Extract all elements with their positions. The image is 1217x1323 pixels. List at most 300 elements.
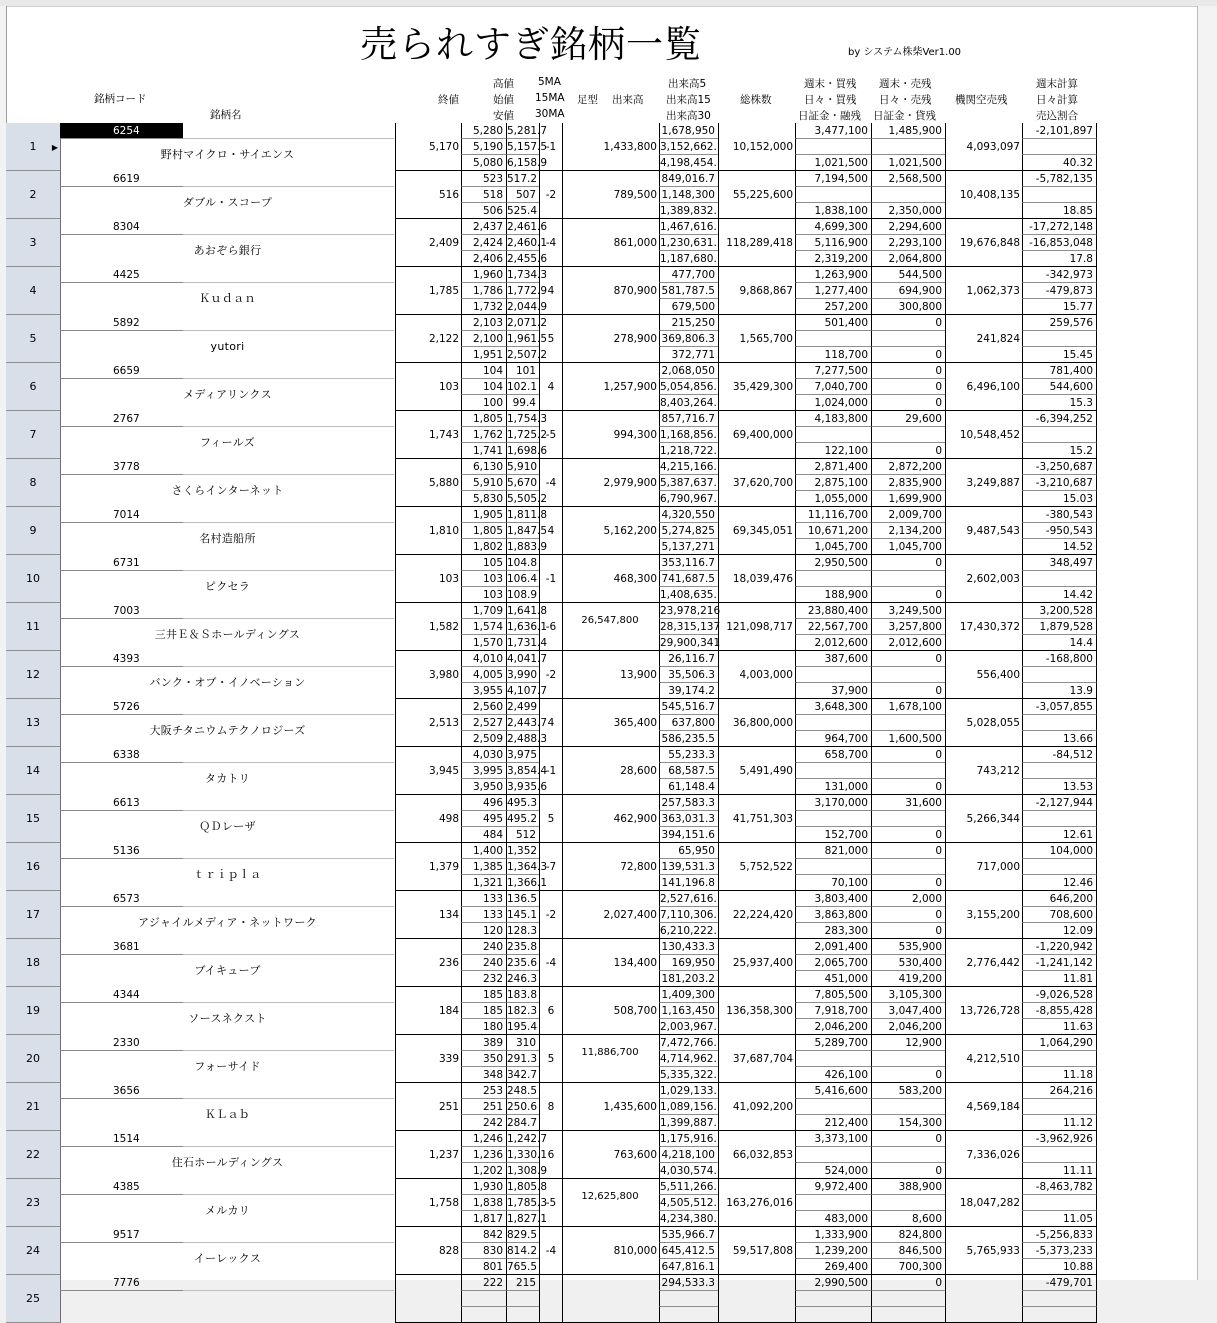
price-cell[interactable]: 3,995 [461, 763, 506, 779]
moving-average-cell[interactable]: 2,461.6 [507, 221, 548, 233]
buy-balance-cell[interactable]: 7,194,500 [795, 171, 871, 187]
moving-average-cell[interactable]: 765.5 [507, 1261, 538, 1273]
buy-balance-cell[interactable]: 122,100 [795, 443, 871, 459]
price-cell[interactable]: 1,905 [461, 507, 506, 523]
stock-code[interactable]: 6573 [60, 891, 183, 907]
stock-name[interactable]: ソースネクスト [188, 1012, 267, 1025]
price-cell[interactable]: 4,005 [461, 667, 506, 683]
volume-average-cell[interactable]: 2,068,050 [659, 363, 718, 379]
calc-cell[interactable]: 3,200,528 [1022, 603, 1097, 619]
moving-average-cell[interactable]: 3,854.4 [507, 765, 548, 777]
stock-code[interactable]: 6619 [60, 171, 183, 187]
stock-name[interactable]: メディアリンクス [183, 388, 272, 401]
sell-balance-cell[interactable]: 1,600,500 [871, 731, 945, 747]
price-cell[interactable]: 242 [461, 1115, 506, 1131]
total-shares[interactable]: 66,032,853 [718, 1131, 795, 1179]
stock-name[interactable] [60, 1291, 395, 1322]
volume[interactable]: 2,979,900 [562, 459, 659, 507]
price-cell[interactable]: 180 [461, 1019, 506, 1035]
calc-cell[interactable] [1022, 571, 1097, 587]
price-cell[interactable]: 120 [461, 923, 506, 939]
sell-balance-cell[interactable]: 846,500 [871, 1243, 945, 1259]
volume[interactable]: 28,600 [562, 747, 659, 795]
moving-average-cell[interactable]: 284.7 [507, 1117, 538, 1129]
volume-average-cell[interactable]: 545,516.7 [659, 699, 718, 715]
buy-balance-cell[interactable]: 212,400 [795, 1115, 871, 1131]
close-price[interactable]: 251 [395, 1083, 461, 1131]
stock-name[interactable]: 三井Ｅ＆Ｓホールディングス [154, 628, 301, 641]
buy-balance-cell[interactable]: 11,116,700 [795, 507, 871, 523]
institutional-short[interactable]: 9,487,543 [945, 507, 1022, 555]
volume-average-cell[interactable]: 294,533.3 [659, 1275, 718, 1291]
institutional-short[interactable]: 13,726,728 [945, 987, 1022, 1035]
sell-balance-cell[interactable]: 0 [871, 683, 945, 699]
sell-balance-cell[interactable]: 2,568,500 [871, 171, 945, 187]
buy-balance-cell[interactable]: 7,805,500 [795, 987, 871, 1003]
buy-balance-cell[interactable]: 3,477,100 [795, 123, 871, 139]
volume-average-cell[interactable]: 7,110,306. [660, 909, 717, 921]
calc-cell[interactable]: 104,000 [1022, 843, 1097, 859]
price-cell[interactable]: 251 [461, 1099, 506, 1115]
calc-cell[interactable]: -950,543 [1022, 523, 1097, 539]
sell-balance-cell[interactable]: 3,047,400 [871, 1003, 945, 1019]
moving-average-cell[interactable]: 1,961.5 [507, 333, 548, 345]
row-header[interactable] [6, 939, 61, 987]
close-price[interactable] [395, 1275, 461, 1323]
buy-balance-cell[interactable]: 387,600 [795, 651, 871, 667]
volume-average-cell[interactable]: 29,900,341 [660, 637, 721, 649]
calc-cell[interactable]: -5,782,135 [1022, 171, 1097, 187]
calc-cell[interactable]: 11.63 [1022, 1019, 1097, 1035]
calc-cell[interactable]: -5,256,833 [1022, 1227, 1097, 1243]
price-cell[interactable]: 4,010 [461, 651, 506, 667]
sell-balance-cell[interactable]: 3,249,500 [871, 603, 945, 619]
foot-type[interactable] [539, 1275, 562, 1323]
calc-cell[interactable]: -3,057,855 [1022, 699, 1097, 715]
price-cell[interactable] [461, 1307, 506, 1323]
sell-balance-cell[interactable]: 535,900 [871, 939, 945, 955]
moving-average-cell[interactable]: 4,041.7 [507, 653, 548, 665]
sell-balance-cell[interactable]: 2,294,600 [871, 219, 945, 235]
calc-cell[interactable]: 1,064,290 [1022, 1035, 1097, 1051]
moving-average-cell[interactable]: 106.4 [507, 573, 538, 585]
volume-average-cell[interactable]: 394,151.6 [659, 827, 718, 843]
calc-cell[interactable] [1022, 1099, 1097, 1115]
sell-balance-cell[interactable]: 2,000 [871, 891, 945, 907]
volume-average-cell[interactable]: 5,387,637. [660, 477, 717, 489]
sell-balance-cell[interactable]: 1,045,700 [871, 539, 945, 555]
institutional-short[interactable]: 18,047,282 [945, 1179, 1022, 1227]
price-cell[interactable]: 2,406 [461, 251, 506, 267]
moving-average-cell[interactable]: 183.8 [507, 989, 538, 1001]
buy-balance-cell[interactable]: 2,091,400 [795, 939, 871, 955]
stock-code[interactable]: 3778 [60, 459, 183, 475]
sell-balance-cell[interactable]: 0 [871, 1067, 945, 1083]
price-cell[interactable]: 1,202 [461, 1163, 506, 1179]
calc-cell[interactable]: -1,220,942 [1022, 939, 1097, 955]
stock-code[interactable]: 7776 [60, 1275, 183, 1291]
buy-balance-cell[interactable]: 451,000 [795, 971, 871, 987]
volume-average-cell[interactable]: 4,218,100 [659, 1147, 718, 1163]
volume-average-cell[interactable]: 169,950 [659, 955, 718, 971]
total-shares[interactable]: 37,620,700 [718, 459, 795, 507]
stock-code[interactable]: 5136 [60, 843, 183, 859]
sell-balance-cell[interactable] [871, 571, 945, 587]
moving-average-cell[interactable]: 5,157.5 [507, 141, 548, 153]
volume-average-cell[interactable]: 61,148.4 [659, 779, 718, 795]
calc-cell[interactable]: 1,879,528 [1022, 619, 1097, 635]
volume-average-cell[interactable]: 6,790,967. [660, 493, 717, 505]
calc-cell[interactable]: -1,241,142 [1022, 955, 1097, 971]
buy-balance-cell[interactable]: 1,055,000 [795, 491, 871, 507]
institutional-short[interactable]: 5,765,933 [945, 1227, 1022, 1275]
calc-cell[interactable]: 348,497 [1022, 555, 1097, 571]
buy-balance-cell[interactable]: 1,021,500 [795, 155, 871, 171]
buy-balance-cell[interactable]: 821,000 [795, 843, 871, 859]
close-price[interactable]: 3,980 [395, 651, 461, 699]
volume-average-cell[interactable]: 2,527,616. [660, 893, 717, 905]
foot-type[interactable]: -2 [539, 171, 562, 219]
buy-balance-cell[interactable]: 7,918,700 [795, 1003, 871, 1019]
volume-average-cell[interactable]: 141,196.8 [659, 875, 718, 891]
stock-code[interactable]: 2767 [60, 411, 183, 427]
close-price[interactable]: 184 [395, 987, 461, 1035]
institutional-short[interactable]: 10,408,135 [945, 171, 1022, 219]
calc-cell[interactable]: 11.12 [1022, 1115, 1097, 1131]
moving-average-cell[interactable]: 1,242.7 [507, 1133, 548, 1145]
volume-average-cell[interactable]: 39,174.2 [659, 683, 718, 699]
volume-average-cell[interactable]: 7,472,766. [660, 1037, 717, 1049]
volume[interactable]: 468,300 [562, 555, 659, 603]
buy-balance-cell[interactable]: 5,416,600 [795, 1083, 871, 1099]
moving-average-cell[interactable]: 102.1 [507, 381, 538, 393]
volume[interactable]: 11,886,700 [562, 1035, 659, 1083]
buy-balance-cell[interactable]: 257,200 [795, 299, 871, 315]
volume[interactable]: 1,257,900 [562, 363, 659, 411]
stock-name[interactable]: ピクセラ [204, 580, 251, 593]
volume-average-cell[interactable]: 6,210,222. [660, 925, 717, 937]
buy-balance-cell[interactable] [795, 1195, 871, 1211]
institutional-short[interactable]: 2,602,003 [945, 555, 1022, 603]
moving-average-cell[interactable]: 310 [506, 1035, 539, 1051]
buy-balance-cell[interactable]: 37,900 [795, 683, 871, 699]
buy-balance-cell[interactable]: 1,239,200 [795, 1243, 871, 1259]
stock-name[interactable]: 名村造船所 [199, 532, 256, 545]
sell-balance-cell[interactable]: 0 [871, 395, 945, 411]
buy-balance-cell[interactable]: 2,046,200 [795, 1019, 871, 1035]
foot-type[interactable]: -1 [539, 555, 562, 603]
row-header[interactable] [6, 1083, 61, 1131]
row-header[interactable] [6, 315, 61, 363]
calc-cell[interactable]: 11.05 [1022, 1211, 1097, 1227]
volume[interactable]: 12,625,800 [562, 1179, 659, 1227]
sell-balance-cell[interactable]: 0 [871, 379, 945, 395]
price-cell[interactable]: 348 [461, 1067, 506, 1083]
institutional-short[interactable]: 3,249,887 [945, 459, 1022, 507]
sell-balance-cell[interactable] [871, 1099, 945, 1115]
stock-code[interactable]: 3656 [60, 1083, 183, 1099]
sell-balance-cell[interactable] [871, 667, 945, 683]
sell-balance-cell[interactable]: 3,105,300 [871, 987, 945, 1003]
moving-average-cell[interactable]: 5,281.7 [507, 125, 548, 137]
sell-balance-cell[interactable] [871, 1307, 945, 1323]
sell-balance-cell[interactable] [871, 1147, 945, 1163]
institutional-short[interactable]: 241,824 [945, 315, 1022, 363]
foot-type[interactable]: 4 [539, 507, 562, 555]
buy-balance-cell[interactable]: 118,700 [795, 347, 871, 363]
volume-average-cell[interactable]: 1,408,635. [660, 589, 717, 601]
moving-average-cell[interactable]: 507 [506, 187, 539, 203]
price-cell[interactable]: 5,280 [461, 123, 506, 139]
price-cell[interactable]: 5,830 [461, 491, 506, 507]
buy-balance-cell[interactable] [795, 763, 871, 779]
institutional-short[interactable]: 743,212 [945, 747, 1022, 795]
sell-balance-cell[interactable] [871, 1291, 945, 1307]
foot-type[interactable]: -4 [539, 219, 562, 267]
price-cell[interactable]: 240 [461, 939, 506, 955]
price-cell[interactable]: 496 [461, 795, 506, 811]
close-price[interactable]: 2,513 [395, 699, 461, 747]
volume-average-cell[interactable]: 1,029,133. [660, 1085, 717, 1097]
calc-cell[interactable]: -2,127,944 [1022, 795, 1097, 811]
price-cell[interactable]: 185 [461, 987, 506, 1003]
buy-balance-cell[interactable] [795, 1291, 871, 1307]
calc-cell[interactable]: -168,800 [1022, 651, 1097, 667]
institutional-short[interactable] [945, 1275, 1022, 1323]
row-header[interactable] [6, 747, 61, 795]
row-header[interactable] [6, 507, 61, 555]
buy-balance-cell[interactable]: 2,875,100 [795, 475, 871, 491]
stock-name[interactable]: ＱＤレーザ [199, 820, 256, 833]
total-shares[interactable]: 5,752,522 [718, 843, 795, 891]
volume-average-cell[interactable]: 1,678,950 [659, 123, 718, 139]
moving-average-cell[interactable]: 99.4 [506, 395, 539, 411]
buy-balance-cell[interactable]: 5,116,900 [795, 235, 871, 251]
price-cell[interactable]: 3,950 [461, 779, 506, 795]
sell-balance-cell[interactable]: 700,300 [871, 1259, 945, 1275]
row-header[interactable] [6, 459, 61, 507]
close-price[interactable]: 1,237 [395, 1131, 461, 1179]
row-header[interactable] [6, 603, 61, 651]
price-cell[interactable]: 2,527 [461, 715, 506, 731]
buy-balance-cell[interactable] [795, 1051, 871, 1067]
calc-cell[interactable]: 15.2 [1022, 443, 1097, 459]
sell-balance-cell[interactable]: 0 [871, 1275, 945, 1291]
buy-balance-cell[interactable] [795, 187, 871, 203]
moving-average-cell[interactable]: 291.3 [507, 1053, 538, 1065]
stock-name[interactable]: アジャイルメディア・ネットワーク [138, 916, 317, 929]
institutional-short[interactable]: 7,336,026 [945, 1131, 1022, 1179]
buy-balance-cell[interactable]: 2,065,700 [795, 955, 871, 971]
price-cell[interactable]: 240 [461, 955, 506, 971]
volume-average-cell[interactable]: 1,230,631. [660, 237, 717, 249]
stock-code[interactable]: 4344 [60, 987, 183, 1003]
volume-average-cell[interactable]: 5,137,271 [659, 539, 718, 555]
buy-balance-cell[interactable] [795, 859, 871, 875]
moving-average-cell[interactable]: 1,847.5 [507, 525, 548, 537]
price-cell[interactable]: 506 [461, 203, 506, 219]
price-cell[interactable]: 5,190 [461, 139, 506, 155]
total-shares[interactable]: 136,358,300 [718, 987, 795, 1035]
institutional-short[interactable]: 4,093,097 [945, 123, 1022, 171]
buy-balance-cell[interactable]: 1,838,100 [795, 203, 871, 219]
volume[interactable]: 810,000 [562, 1227, 659, 1275]
sell-balance-cell[interactable] [871, 763, 945, 779]
moving-average-cell[interactable]: 512 [506, 827, 539, 843]
price-cell[interactable]: 2,437 [461, 219, 506, 235]
moving-average-cell[interactable]: 1,785.3 [507, 1197, 548, 1209]
institutional-short[interactable]: 6,496,100 [945, 363, 1022, 411]
volume-average-cell[interactable]: 4,320,550 [659, 507, 718, 523]
buy-balance-cell[interactable] [795, 571, 871, 587]
price-cell[interactable]: 1,817 [461, 1211, 506, 1227]
price-cell[interactable]: 1,786 [461, 283, 506, 299]
institutional-short[interactable]: 19,676,848 [945, 219, 1022, 267]
buy-balance-cell[interactable]: 2,990,500 [795, 1275, 871, 1291]
foot-type[interactable]: 6 [539, 1131, 562, 1179]
volume[interactable]: 462,900 [562, 795, 659, 843]
moving-average-cell[interactable]: 2,443.7 [507, 717, 548, 729]
row-header[interactable] [6, 363, 61, 411]
volume-average-cell[interactable]: 68,587.5 [659, 763, 718, 779]
volume-average-cell[interactable]: 4,234,380. [660, 1213, 717, 1225]
calc-cell[interactable]: -3,210,687 [1022, 475, 1097, 491]
sell-balance-cell[interactable]: 2,009,700 [871, 507, 945, 523]
foot-type[interactable]: -1 [539, 747, 562, 795]
buy-balance-cell[interactable] [795, 1307, 871, 1323]
volume-average-cell[interactable]: 353,116.7 [659, 555, 718, 571]
volume[interactable] [562, 1275, 659, 1323]
price-cell[interactable]: 133 [461, 891, 506, 907]
stock-name[interactable]: yutori [210, 340, 245, 353]
institutional-short[interactable]: 717,000 [945, 843, 1022, 891]
volume-average-cell[interactable]: 5,274,825 [659, 523, 718, 539]
moving-average-cell[interactable]: 2,071.2 [507, 317, 548, 329]
moving-average-cell[interactable]: 829.5 [507, 1229, 538, 1241]
volume[interactable]: 763,600 [562, 1131, 659, 1179]
total-shares[interactable]: 118,289,418 [718, 219, 795, 267]
sell-balance-cell[interactable]: 0 [871, 1163, 945, 1179]
stock-code[interactable]: 5726 [60, 699, 183, 715]
volume[interactable]: 72,800 [562, 843, 659, 891]
institutional-short[interactable]: 1,062,373 [945, 267, 1022, 315]
price-cell[interactable]: 842 [461, 1227, 506, 1243]
total-shares[interactable]: 69,400,000 [718, 411, 795, 459]
price-cell[interactable]: 1,838 [461, 1195, 506, 1211]
volume-average-cell[interactable]: 1,399,887. [660, 1117, 717, 1129]
volume-average-cell[interactable]: 679,500 [659, 299, 718, 315]
buy-balance-cell[interactable]: 524,000 [795, 1163, 871, 1179]
buy-balance-cell[interactable]: 1,333,900 [795, 1227, 871, 1243]
price-cell[interactable]: 1,385 [461, 859, 506, 875]
calc-cell[interactable]: 40.32 [1022, 155, 1097, 171]
moving-average-cell[interactable]: 1,641.8 [507, 605, 548, 617]
calc-cell[interactable]: -8,855,428 [1022, 1003, 1097, 1019]
calc-cell[interactable] [1022, 187, 1097, 203]
row-header[interactable] [6, 123, 61, 171]
price-cell[interactable]: 1,732 [461, 299, 506, 315]
institutional-short[interactable]: 5,028,055 [945, 699, 1022, 747]
volume[interactable]: 1,435,600 [562, 1083, 659, 1131]
volume-average-cell[interactable]: 1,148,300 [659, 187, 718, 203]
moving-average-cell[interactable]: 5,505.2 [507, 493, 548, 505]
foot-type[interactable]: -2 [539, 651, 562, 699]
total-shares[interactable]: 22,224,420 [718, 891, 795, 939]
moving-average-cell[interactable]: 235.8 [507, 941, 538, 953]
buy-balance-cell[interactable]: 23,880,400 [795, 603, 871, 619]
institutional-short[interactable]: 2,776,442 [945, 939, 1022, 987]
sell-balance-cell[interactable] [871, 139, 945, 155]
stock-name[interactable]: バンク・オブ・イノベーション [149, 676, 306, 689]
calc-cell[interactable]: 259,576 [1022, 315, 1097, 331]
moving-average-cell[interactable]: 2,460.1 [507, 237, 548, 249]
moving-average-cell[interactable]: 101 [506, 363, 539, 379]
buy-balance-cell[interactable]: 152,700 [795, 827, 871, 843]
volume-average-cell[interactable]: 55,233.3 [659, 747, 718, 763]
moving-average-cell[interactable]: 1,754.3 [507, 413, 548, 425]
volume-average-cell[interactable]: 849,016.7 [659, 171, 718, 187]
price-cell[interactable]: 1,400 [461, 843, 506, 859]
close-price[interactable]: 1,582 [395, 603, 461, 651]
volume-average-cell[interactable]: 26,116.7 [659, 651, 718, 667]
buy-balance-cell[interactable]: 1,024,000 [795, 395, 871, 411]
volume[interactable]: 994,300 [562, 411, 659, 459]
price-cell[interactable]: 5,910 [461, 475, 506, 491]
price-cell[interactable]: 2,103 [461, 315, 506, 331]
moving-average-cell[interactable] [506, 1291, 539, 1307]
price-cell[interactable]: 185 [461, 1003, 506, 1019]
sell-balance-cell[interactable]: 0 [871, 827, 945, 843]
volume-average-cell[interactable]: 8,403,264. [660, 397, 717, 409]
volume-average-cell[interactable]: 1,409,300 [659, 987, 718, 1003]
stock-name[interactable]: ＫＬａｂ [204, 1108, 251, 1121]
buy-balance-cell[interactable]: 964,700 [795, 731, 871, 747]
price-cell[interactable]: 1,951 [461, 347, 506, 363]
sell-balance-cell[interactable]: 0 [871, 587, 945, 603]
price-cell[interactable]: 104 [461, 379, 506, 395]
row-header[interactable] [6, 411, 61, 459]
buy-balance-cell[interactable]: 9,972,400 [795, 1179, 871, 1195]
buy-balance-cell[interactable]: 3,863,800 [795, 907, 871, 923]
foot-type[interactable]: -4 [539, 1227, 562, 1275]
stock-code[interactable]: 7014 [60, 507, 183, 523]
volume[interactable]: 134,400 [562, 939, 659, 987]
buy-balance-cell[interactable]: 131,000 [795, 779, 871, 795]
buy-balance-cell[interactable] [795, 811, 871, 827]
close-price[interactable]: 134 [395, 891, 461, 939]
calc-cell[interactable] [1022, 667, 1097, 683]
moving-average-cell[interactable]: 2,455.6 [507, 253, 548, 265]
price-cell[interactable]: 1,570 [461, 635, 506, 651]
institutional-short[interactable]: 10,548,452 [945, 411, 1022, 459]
sell-balance-cell[interactable]: 31,600 [871, 795, 945, 811]
sell-balance-cell[interactable]: 388,900 [871, 1179, 945, 1195]
buy-balance-cell[interactable]: 483,000 [795, 1211, 871, 1227]
volume[interactable]: 861,000 [562, 219, 659, 267]
sell-balance-cell[interactable]: 544,500 [871, 267, 945, 283]
price-cell[interactable]: 2,424 [461, 235, 506, 251]
price-cell[interactable]: 1,802 [461, 539, 506, 555]
volume-average-cell[interactable]: 637,800 [659, 715, 718, 731]
calc-cell[interactable] [1022, 1291, 1097, 1307]
price-cell[interactable]: 5,080 [461, 155, 506, 171]
moving-average-cell[interactable]: 1,734.3 [507, 269, 548, 281]
stock-name[interactable]: フォーサイド [194, 1060, 261, 1073]
sell-balance-cell[interactable]: 1,678,100 [871, 699, 945, 715]
moving-average-cell[interactable]: 215 [506, 1275, 539, 1291]
sell-balance-cell[interactable]: 300,800 [871, 299, 945, 315]
stock-code[interactable]: 6613 [60, 795, 183, 811]
